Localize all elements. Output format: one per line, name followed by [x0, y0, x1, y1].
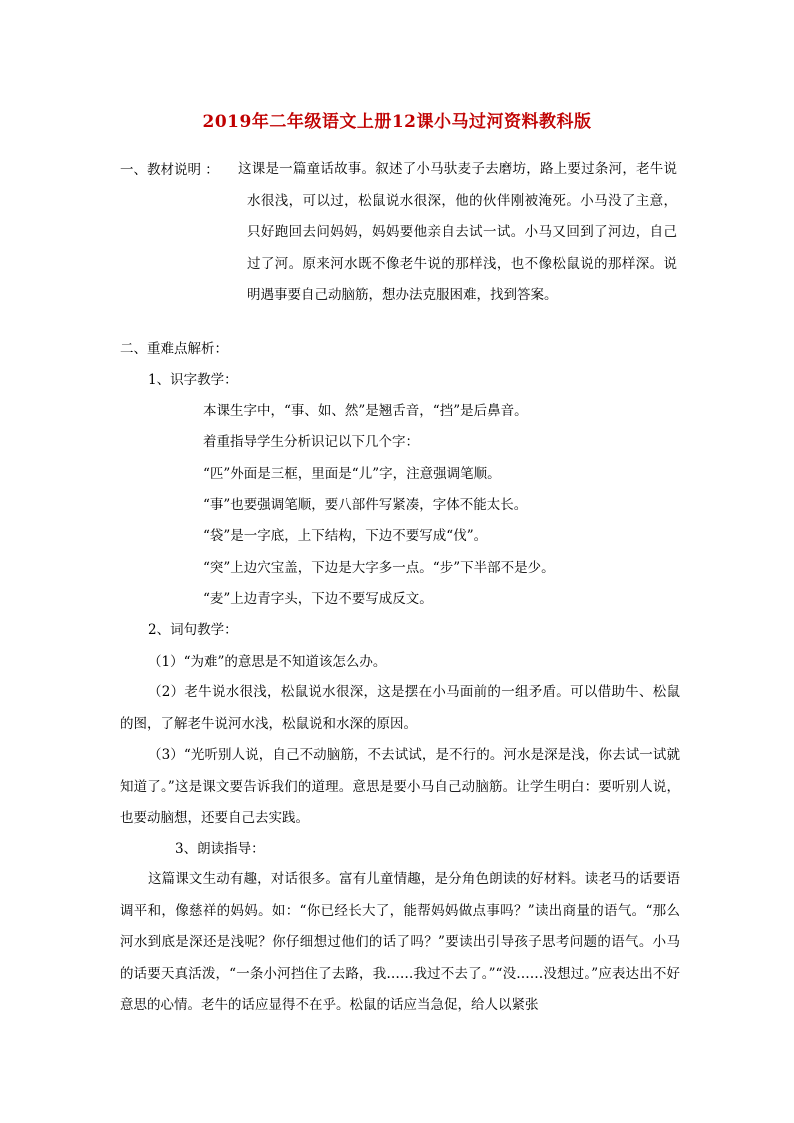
document-title: 2019年二年级语文上册12课小马过河资料教科版	[202, 112, 592, 132]
section-1-label: 一、教材说明 ：	[120, 162, 219, 178]
vocab-item-2: （2）老牛说水很浅，松鼠说水很深，这是摆在小马面前的一组矛盾。可以借助牛、松鼠的图，了解老牛说河水浅，松鼠说和水深的原因。	[120, 684, 680, 732]
literacy-line-5: “袋”是一字底，上下结构，下边不要写成“伐”。	[203, 528, 488, 544]
literacy-line-1: 本课生字中，“事、如、然”是翘舌音，“挡”是后鼻音。	[203, 403, 528, 419]
vocab-item-1: （1）“为难”的意思是不知道该怎么办。	[148, 654, 387, 670]
reading-guidance-text: 这篇课文生动有趣，对话很多。富有儿童情趣，是分角色朗读的好材料。读老马的话要语调平和，像慈祥的妈妈。如：“你已经长大了，能帮妈妈做点事吗？”读出商量的语气。“那么河水到底是深还是浅呢？你仔细想过他们的话了吗？”要读出引导孩子思考问题的语气。小马的话要天真活泼，“一条小河挡住了去路，我……我过不去了。”“没……没想过。”应表达出不好意思的心情。老牛的话应显得不在乎。松鼠的话应当急促，给人以紧张	[120, 871, 680, 1013]
literacy-line-3: “匹”外面是三框，里面是“儿”字，注意强调笔顺。	[203, 466, 501, 482]
literacy-line-7: “麦”上边青字头，下边不要写成反文。	[203, 591, 433, 607]
subsection-1-label: 1、识字教学：	[148, 372, 238, 388]
subsection-2-label: 2、词句教学：	[148, 622, 238, 638]
section-1-text: 这课是一篇童话故事。叙述了小马驮麦子去磨坊，路上要过条河，老牛说水很浅，可以过，松鼠说水很深，他的伙伴刚被淹死。小马没了主意，只好跑回去问妈妈，妈妈要他亲自去试一试。小马又回到了河边，自己过了河。原来河水既不像老牛说的那样浅，也不像松鼠说的那样深。说明遇事要自己动脑筋，想办法克服困难，找到答案。	[238, 161, 677, 303]
vocab-item-3: （3）“光听别人说，自己不动脑筋，不去试试，是不行的。河水是深是浅，你去试一试就知道了。”这是课文要告诉我们的道理。意思是要小马自己动脑筋。让学生明白：要听别人说，也要动脑想，还要自己去实践。	[120, 747, 680, 826]
subsection-3-label: 3、朗读指导：	[175, 841, 265, 857]
literacy-line-4: “事”也要强调笔顺，要八部件写紧凑，字体不能太长。	[203, 497, 528, 513]
literacy-line-6: “突”上边穴宝盖，下边是大字多一点。“步”下半部不是少。	[203, 560, 555, 576]
literacy-line-2: 着重指导学生分析识记以下几个字：	[203, 434, 419, 450]
section-2-label: 二、重难点解析：	[120, 341, 228, 357]
